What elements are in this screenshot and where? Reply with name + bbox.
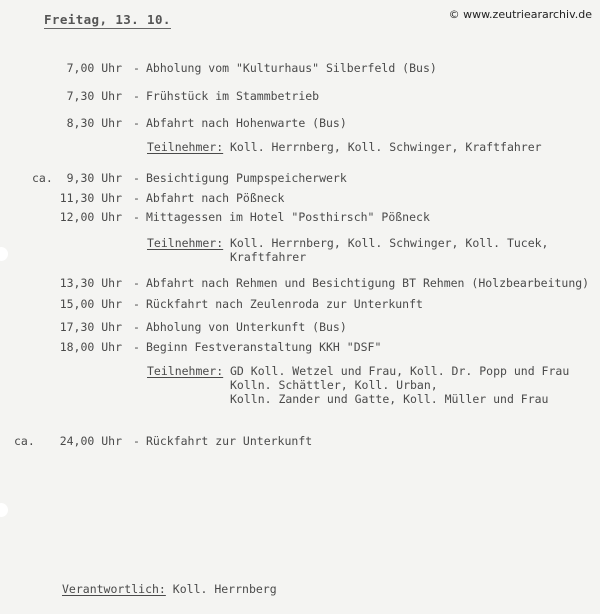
participants-line: Koll. Herrnberg, Koll. Schwinger, Kraftfahrer: [230, 140, 542, 154]
dash: -: [133, 297, 140, 311]
participants-line: Kraftfahrer: [230, 250, 307, 264]
time: 8,30 Uhr: [66, 116, 122, 130]
participants-block: [147, 364, 570, 406]
dash: -: [133, 276, 140, 290]
dash: -: [133, 116, 140, 130]
activity: Beginn Festveranstaltung KKH "DSF": [146, 340, 382, 354]
participants-line: Kolln. Schättler, Koll. Urban,: [230, 378, 438, 392]
activity: Rückfahrt zur Unterkunft: [146, 434, 313, 448]
activity: Rückfahrt nach Zeulenroda zur Unterkunft: [146, 297, 423, 311]
activity: Frühstück im Stammbetrieb: [146, 89, 320, 103]
schedule-row: [0, 297, 600, 313]
dash: -: [133, 210, 140, 224]
participants-block: [147, 140, 542, 154]
time: 7,30 Uhr: [66, 89, 122, 103]
approx-label: ca.: [32, 171, 53, 185]
time: 7,00 Uhr: [66, 61, 122, 75]
time: 11,30 Uhr: [59, 191, 122, 205]
activity: Mittagessen im Hotel "Posthirsch" Pößneck: [146, 210, 430, 224]
dash: -: [133, 171, 140, 185]
responsible-label: Verantwortlich:: [62, 582, 166, 596]
participants-label: Teilnehmer:: [147, 236, 224, 250]
activity: Abfahrt nach Hohenwarte (Bus): [146, 116, 347, 130]
time: 13,30 Uhr: [59, 276, 122, 290]
participants-label: Teilnehmer:: [147, 140, 224, 154]
activity: Abholung vom "Kulturhaus" Silberfeld (Bus): [146, 61, 437, 75]
activity: Abholung von Unterkunft (Bus): [146, 320, 347, 334]
time: 24,00 Uhr: [59, 434, 122, 448]
schedule-row: [0, 116, 600, 132]
dash: -: [133, 340, 140, 354]
schedule-row: [0, 276, 600, 292]
schedule-row: [0, 320, 600, 336]
time: 18,00 Uhr: [59, 340, 122, 354]
schedule-row: [0, 61, 600, 77]
schedule-row: [0, 171, 600, 187]
activity: Abfahrt nach Pößneck: [146, 191, 285, 205]
dash: -: [133, 320, 140, 334]
participants-block: [147, 236, 549, 264]
punch-hole: [0, 247, 8, 261]
participants-line: GD Koll. Wetzel und Frau, Koll. Dr. Popp und Frau: [230, 364, 570, 378]
schedule-row: [0, 340, 600, 356]
participants-line: Koll. Herrnberg, Koll. Schwinger, Koll. Tucek,: [230, 236, 549, 250]
time: 17,30 Uhr: [59, 320, 122, 334]
dash: -: [133, 89, 140, 103]
participants-label: Teilnehmer:: [147, 364, 224, 378]
watermark: © www.zeutrieararchiv.de: [448, 8, 592, 21]
time: 12,00 Uhr: [59, 210, 122, 224]
date-heading: Freitag, 13. 10.: [44, 12, 171, 27]
activity: Besichtigung Pumpspeicherwerk: [146, 171, 347, 185]
dash: -: [133, 434, 140, 448]
dash: -: [133, 61, 140, 75]
schedule-row: [0, 89, 600, 105]
schedule-row: [0, 210, 600, 226]
dash: -: [133, 191, 140, 205]
punch-hole: [0, 503, 8, 517]
time: 15,00 Uhr: [59, 297, 122, 311]
schedule-row: [0, 191, 600, 207]
responsible-name: Koll. Herrnberg: [172, 582, 277, 596]
time: 9,30 Uhr: [66, 171, 122, 185]
approx-label: ca.: [14, 434, 35, 448]
activity: Abfahrt nach Rehmen und Besichtigung BT Rehmen (Holzbearbeitung): [146, 276, 590, 290]
responsible-line: [62, 582, 277, 596]
participants-line: Kolln. Zander und Gatte, Koll. Müller und Frau: [230, 392, 549, 406]
schedule-row: [0, 434, 600, 450]
